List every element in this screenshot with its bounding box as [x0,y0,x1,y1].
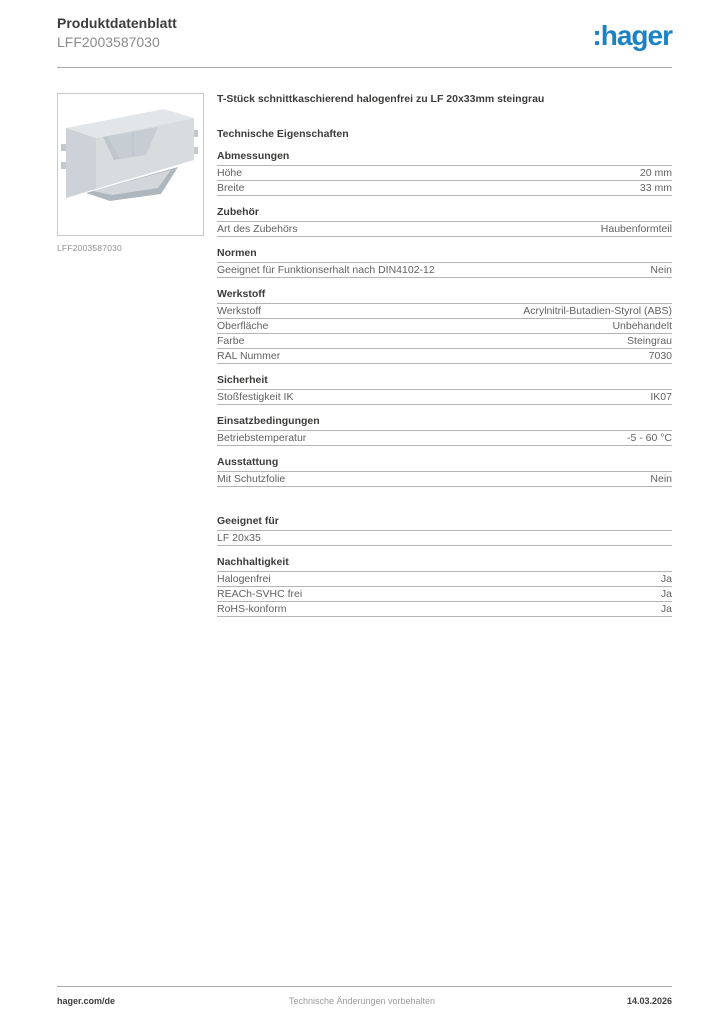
spec-row [217,263,672,278]
spec-row-label: Betriebstemperatur [217,432,307,444]
spec-row-value: -5 - 60 °C [626,432,672,444]
spec-section-title: Abmessungen [217,151,672,166]
spec-section [217,151,672,196]
document-type-title: Produktdatenblatt [57,15,177,31]
spec-row-value: Steingrau [627,335,672,347]
footer-disclaimer: Technische Änderungen vorbehalten [288,996,436,1006]
tech-properties-heading: Technische Eigenschaften [217,128,349,140]
spec-section [217,207,672,237]
spec-row [217,334,672,349]
t-piece-product-render [58,94,203,235]
spec-row-label: LF 20x35 [217,532,261,544]
spec-section [217,557,672,617]
spec-section-title: Normen [217,248,672,263]
spec-row-value: 20 mm [639,167,672,179]
spec-row-value: 7030 [648,350,672,362]
spec-row-label: RoHS-konform [217,603,287,615]
spec-row-label: Mit Schutzfolie [217,473,286,485]
spec-row [217,472,672,487]
spec-section [217,375,672,405]
footer-website-link[interactable]: hager.com/de [57,996,116,1006]
spec-row-label: Geeignet für Funktionserhalt nach DIN4102-12 [217,264,435,276]
spec-row-label: Breite [217,182,245,194]
spec-row-label: Oberfläche [217,320,269,332]
spec-section-title: Zubehör [217,207,672,222]
spec-row-label: Stoßfestigkeit IK [217,391,294,403]
hager-logo: :hager [592,20,672,51]
footer-divider [57,986,672,987]
spec-row-value: Ja [660,603,672,615]
spec-row-label: Farbe [217,335,245,347]
product-reference: LFF2003587030 [57,34,160,50]
spec-row-label: Art des Zubehörs [217,223,298,235]
spec-section [217,416,672,446]
spec-row [217,319,672,334]
spec-row [217,304,672,319]
spec-section [217,516,672,546]
footer-date: 14.03.2026 [626,996,672,1006]
spec-row [217,222,672,237]
spec-section [217,248,672,278]
spec-row [217,531,672,546]
spec-row [217,349,672,364]
spec-row [217,587,672,602]
product-image-column [57,93,204,253]
spec-row-label: RAL Nummer [217,350,281,362]
spec-row [217,602,672,617]
spec-row-label: Höhe [217,167,243,179]
spec-section-title: Einsatzbedingungen [217,416,672,431]
spec-row-value: Nein [650,473,672,485]
spec-row-label: Werkstoff [217,305,261,317]
spec-section-title: Nachhaltigkeit [217,557,672,572]
spec-row-value: IK07 [650,391,672,403]
spec-sections [217,151,672,617]
spec-row [217,166,672,181]
spec-row [217,431,672,446]
spec-row-value: Haubenformteil [600,223,672,235]
spec-section-title: Werkstoff [217,289,672,304]
spec-row-label: REACh-SVHC frei [217,588,303,600]
product-image-caption: LFF2003587030 [57,243,122,253]
spec-row-value: Unbehandelt [612,320,672,332]
spec-row-label: Halogenfrei [217,573,271,585]
spec-row [217,390,672,405]
spec-row-value: Ja [660,588,672,600]
spec-section-title: Geeignet für [217,516,672,531]
header-divider [57,67,672,68]
product-image [57,93,204,236]
spec-section [217,289,672,364]
spec-row [217,181,672,196]
spec-column [217,93,672,617]
spec-section-title: Sicherheit [217,375,672,390]
spec-row-value: Ja [660,573,672,585]
spec-row-value: Nein [650,264,672,276]
spec-row-value: Acrylnitril-Butadien-Styrol (ABS) [523,305,672,317]
spec-row-value: 33 mm [639,182,672,194]
product-title: T-Stück schnittkaschierend halogenfrei zu LF 20x33mm steingrau [217,93,545,105]
spec-row [217,572,672,587]
spec-section-title: Ausstattung [217,457,672,472]
spec-section [217,457,672,487]
